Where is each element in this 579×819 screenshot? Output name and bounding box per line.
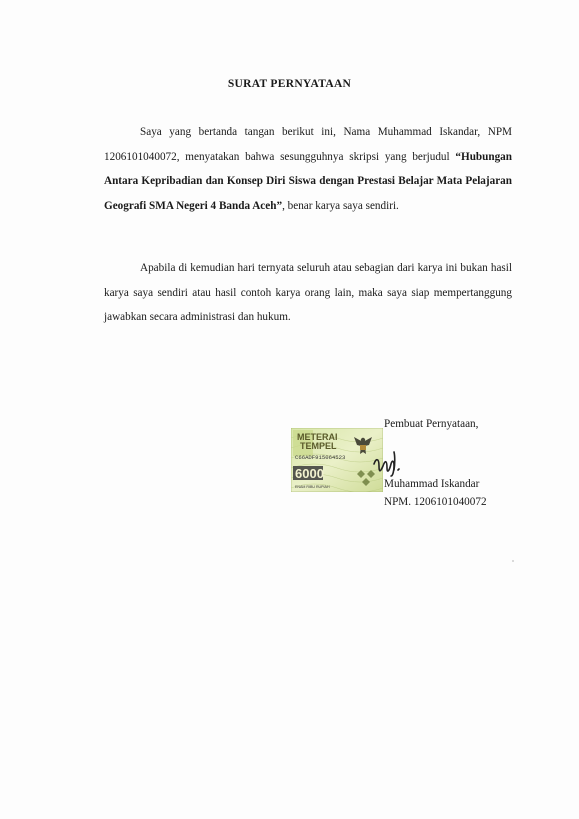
signer-name: Muhammad Iskandar [384,478,480,490]
paragraph-liability [104,256,512,330]
stamp-line1: METERAI [297,432,338,442]
signature-caption: Pembuat Pernyataan, [384,418,479,430]
stamp-serial: C66ADF915064523 [295,454,346,461]
stamp-value: 6000 [295,466,324,481]
statement-trail: , benar karya saya sendiri. [282,199,399,212]
handwritten-signature-icon [370,446,420,480]
statement-lead: Saya yang bertanda tangan berikut ini, Nama Muhammad Iskandar, NPM 1206101040072, menyatakan bahwa sesungguhnya skripsi yang berjudul [104,126,512,163]
stamp-footer: ENAM RIBU RUPIAH [295,485,330,489]
signer-npm: NPM. 1206101040072 [384,496,487,508]
liability-text: Apabila di kemudian hari ternyata seluruh atau sebagian dari karya ini bukan hasil karya saya sendiri atau hasil contoh karya orang lain, maka saya siap mempertanggung jawabkan secara administrasi dan hukum. [104,262,512,323]
document-title: SURAT PERNYATAAN [227,78,352,90]
paragraph-statement [104,120,512,218]
stamp-line2: TEMPEL [300,441,337,451]
thesis-title: “Hubungan Antara Kepribadian dan Konsep Diri Siswa dengan Prestasi Belajar Mata Pelajaran Geografi SMA Negeri 4 Banda Aceh” [104,150,512,212]
scan-artifact [512,560,514,562]
